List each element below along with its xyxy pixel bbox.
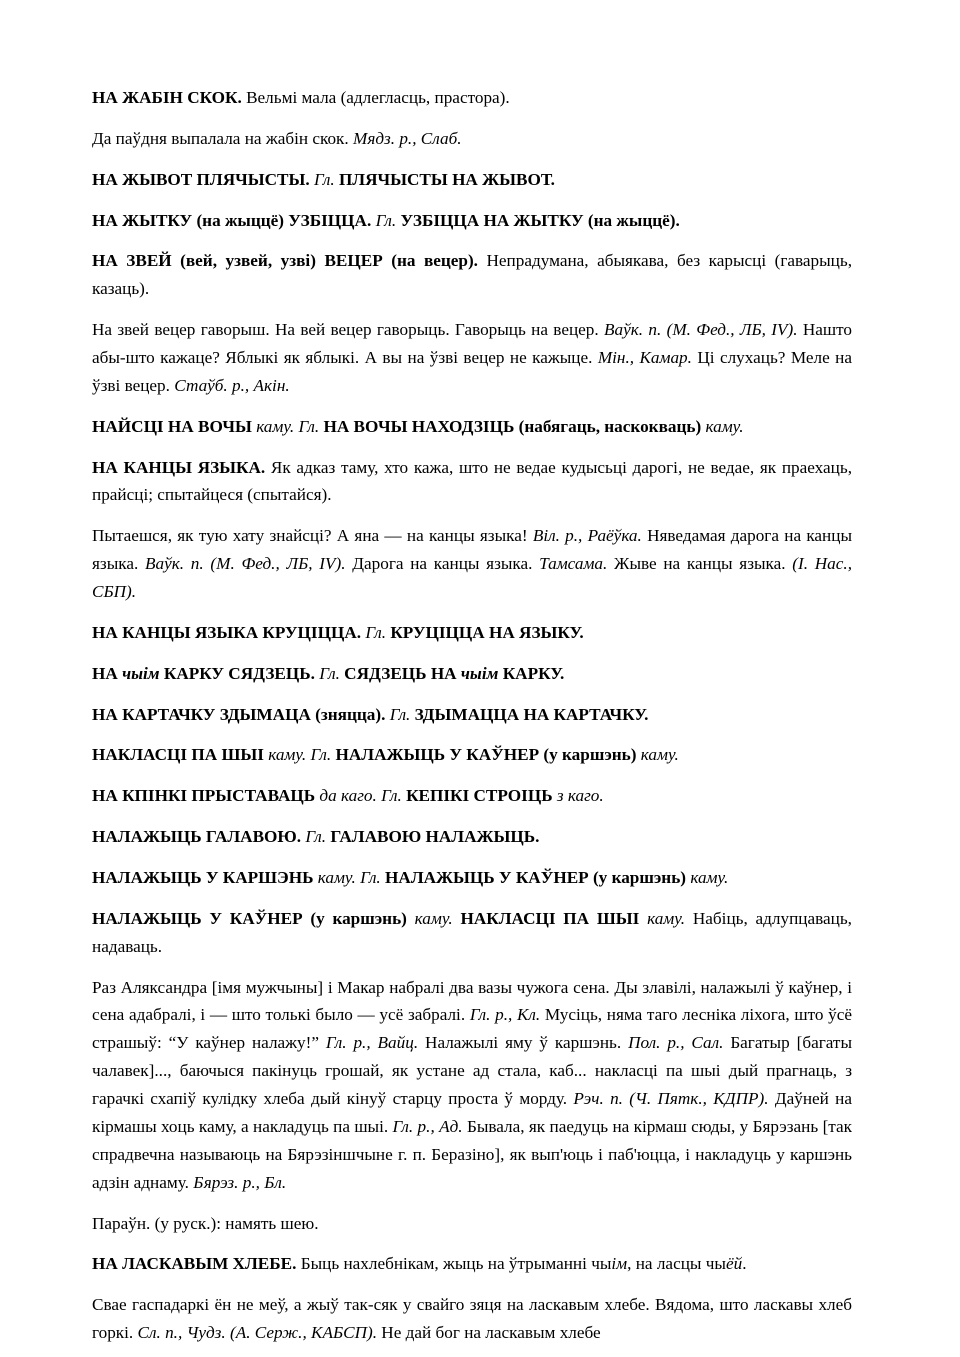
entry-headword: НА ЗВЕЙ (вей, узвей, узві) ВЕЦЕР (на вецер). (92, 251, 478, 271)
dictionary-entry (92, 207, 852, 235)
entry-headword: НА ЖАБІН СКОК. (92, 88, 242, 107)
entry-quotation (92, 125, 852, 153)
dictionary-entry (92, 619, 852, 647)
entry-headword-gloss: каму. (406, 908, 453, 928)
quotation-text: Налажылі яму ў каршэнь. (418, 1033, 629, 1053)
entry-gloss-chyim: чыім (591, 1254, 628, 1274)
quotation-text: Мусіць, няма таго лесніка ліхога, што ўсё страшыў: “У каўнер налажу!” (92, 1005, 852, 1053)
entry-definition: , на ласцы (627, 1254, 706, 1274)
quotation-text: Пытаешся, як тую хату знайсці? А яна — на канцы языка! (92, 526, 533, 546)
entry-quotation (92, 522, 852, 606)
cross-ref-marker: Гл. (309, 169, 335, 189)
comparison-note (92, 1210, 852, 1238)
quotation-source: Рэч. п. (Ч. Пятк., КДПР). (573, 1089, 769, 1109)
entry-gloss-chyyoy: чыёй (705, 1254, 743, 1274)
dictionary-entry (92, 84, 852, 112)
entry-headword: НА КПІНКІ ПРЫСТАВАЦЬ (92, 786, 316, 806)
dictionary-entry (92, 660, 852, 688)
entry-headword: НА КАНЦЫ ЯЗЫКА КРУЦІЦЦА. (92, 622, 362, 642)
entry-headword: НА КАНЦЫ ЯЗЫКА. (92, 457, 266, 477)
quotation-source: Гл. р., Вайц. (325, 1033, 419, 1053)
entry-headword: НА (92, 663, 123, 683)
quotation-source: Стаўб. р., Акін. (174, 375, 290, 395)
quotation-text: Да паўдня выпалала на жабін скок. (92, 128, 354, 148)
entry-headword-gloss: чыім (122, 663, 160, 683)
entry-headword-gloss: каму. (251, 416, 295, 436)
dictionary-entry (92, 905, 852, 961)
quotation-source: Ваўк. п. (М. Фед., ЛБ, IV). (145, 554, 346, 574)
entry-headword: НАЛАЖЫЦЬ У КАЎНЕР (у каршэнь) (92, 908, 407, 928)
dictionary-entry (92, 701, 852, 729)
dictionary-entry (92, 782, 852, 810)
quotation-text: Багатыр [багаты чалавек]..., баючыся пакінуць грошай, як устане ад стала, каб... накласці па шыі дый прагнаць, з гарачкі схапіў кулідку хлеба дый кінуў старцу проста ў морду. (92, 1033, 852, 1109)
cross-ref-target: НАЛАЖЫЦЬ У КАЎНЕР (у каршэнь) (331, 745, 637, 765)
quotation-source: (І. Нас., СБП). (92, 554, 852, 602)
entry-quotation (92, 974, 852, 1197)
entry-synonym-headword: НАКЛАСЦІ ПА ШЫІ (452, 908, 640, 928)
cross-ref-target: КАРКУ. (498, 663, 565, 683)
entry-definition: Непрадумана, абыякава, без карысці (гаварыць, казаць). (92, 251, 852, 299)
comparison-note-text: Параўн. (у руск.): намять шею. (92, 1213, 319, 1233)
dictionary-entry (92, 454, 852, 510)
cross-ref-target-gloss: каму. (686, 868, 729, 888)
cross-ref-target: ГАЛАВОЮ НАЛАЖЫЦЬ. (326, 827, 540, 847)
quotation-text: Ці слухаць? Меле на ўзві вецер. (92, 348, 852, 395)
cross-ref-target-gloss: чыім (460, 663, 499, 683)
quotation-source: Гл. р., Ад. (392, 1116, 463, 1136)
cross-ref-marker: Гл. (355, 868, 381, 888)
cross-ref-marker: Гл. (361, 622, 387, 642)
dictionary-entry (92, 166, 852, 194)
quotation-text: Не дай бог на ласкавым хлебе (377, 1323, 601, 1343)
quotation-source: Бярэз. р., Бл. (193, 1172, 287, 1192)
cross-ref-target: КРУЦІЦЦА НА ЯЗЫКУ. (386, 622, 584, 642)
entry-headword: НАЛАЖЫЦЬ ГАЛАВОЮ. (92, 827, 302, 847)
cross-ref-marker: Гл. (294, 416, 320, 436)
cross-ref-target: НАЛАЖЫЦЬ У КАЎНЕР (у каршэнь) (380, 868, 687, 888)
cross-ref-target: КЕПІКІ СТРОІЦЬ (401, 786, 553, 806)
entry-definition: Быць нахлебнікам, жыць на ўтрыманні (296, 1254, 592, 1274)
cross-ref-target: ЗДЫМАЦЦА НА КАРТАЧКУ. (410, 704, 649, 724)
entry-headword: НАЙСЦІ НА ВОЧЫ (92, 416, 252, 436)
quotation-text: Няведамая дарога на канцы языка. (92, 526, 853, 574)
quotation-source: Мядз. р., Слаб. (353, 128, 462, 148)
quotation-text: Раз Аляксандра [імя мужчыны] і Макар набралі два вазы чужога сена. Ды злавілі, налажылі ў каўнер, і сена адабралі, і — што толькі было — усё забралі. (92, 977, 852, 1025)
cross-ref-marker: Гл. (385, 704, 411, 724)
quotation-text: Нашто абы-што кажаце? Яблыкі як яблыкі. А вы на ўзві вецер не кажыце. (92, 320, 853, 368)
entry-headword: НА ЖЫВОТ ПЛЯЧЫСТЫ. (92, 169, 310, 189)
dictionary-entry (92, 1250, 852, 1278)
quotation-text: Дарога на канцы языка. (345, 554, 540, 574)
quotation-source: Мін., Камар. (597, 348, 692, 368)
cross-ref-marker: Гл. (301, 827, 327, 847)
entry-definition: Набіць, адлупцаваць, надаваць. (92, 908, 852, 956)
quotation-text: Даўней на кірмашы хоць каму, а накладуць па шыі. (92, 1089, 852, 1136)
entry-headword: НА ЖЫТКУ (на жыццё) УЗБІЦЦА. (92, 210, 372, 230)
cross-ref-target: УЗБІЦЦА НА ЖЫТКУ (на жыццё). (396, 210, 680, 230)
dictionary-entry (92, 823, 852, 851)
cross-ref-target: СЯДЗЕЦЬ НА (339, 663, 461, 683)
quotation-source: Ваўк. п. (М. Фед., ЛБ, IV). (604, 320, 798, 340)
quotation-text: Свае гаспадаркі ён не меў, а жыў так-сяк у свайго зяця на ласкавым хлебе. Вядома, што ласкавы хлеб горкі. (92, 1295, 852, 1343)
entry-headword-gloss: да каго. (315, 786, 377, 806)
cross-ref-target-gloss: каму. (636, 745, 679, 765)
entry-headword: НА ЛАСКАВЫМ ХЛЕБЕ. (92, 1254, 297, 1274)
quotation-text: Жыве на канцы языка. (607, 554, 793, 574)
entry-headword: КАРКУ СЯДЗЕЦЬ. (159, 663, 315, 683)
entry-headword: НАКЛАСЦІ ПА ШЫІ (92, 745, 264, 765)
quotation-source: Гл. р., Кл. (469, 1005, 541, 1025)
entry-headword-gloss: каму. (263, 745, 307, 765)
cross-ref-marker: Гл. (314, 663, 340, 683)
dictionary-entry (92, 864, 852, 892)
cross-ref-marker: Гл. (371, 210, 397, 230)
entry-definition: Як адказ таму, хто кажа, што не ведае кудысьці дарогі, не ведае, як праехаць, прайсці; спытайцеся (спытайся). (92, 457, 852, 505)
quotation-text: Бывала, як паедуць на кірмаш сюды, у Бярэзань [так спрадвечна называюць на Бярэзіншчыне г. п. Беразіно], як вып'юць і паб'юцца, і накладуць у каршэнь адзін аднаму. (92, 1116, 852, 1192)
entry-headword: НАЛАЖЫЦЬ У КАРШЭНЬ (92, 868, 314, 888)
quotation-source: Тамсама. (539, 554, 608, 574)
entry-quotation (92, 1291, 852, 1347)
cross-ref-target: ПЛЯЧЫСТЫ НА ЖЫВОТ. (334, 169, 555, 189)
quotation-source: Пол. р., Сал. (628, 1033, 724, 1053)
entry-quotation (92, 316, 852, 400)
cross-ref-target: НА ВОЧЫ НАХОДЗІЦЬ (набягаць, наскокваць) (319, 416, 702, 436)
cross-ref-marker: Гл. (376, 786, 402, 806)
dictionary-entry (92, 413, 852, 441)
quotation-source: Сл. п., Чудз. (А. Серж., КАБСП). (137, 1323, 377, 1343)
dictionary-entry (92, 741, 852, 769)
quotation-source: Віл. р., Раёўка. (532, 526, 642, 546)
cross-ref-target-gloss: каму. (701, 416, 744, 436)
dictionary-entry (92, 247, 852, 303)
entry-synonym-gloss: каму. (639, 908, 686, 928)
quotation-text: На звей вецер гаворыш. На вей вецер гаворыць. Гаворыць на вецер. (92, 320, 604, 340)
entry-headword-gloss: каму. (313, 868, 356, 888)
entry-definition: . (742, 1254, 747, 1274)
cross-ref-marker: Гл. (306, 745, 332, 765)
cross-ref-target-gloss: з каго. (552, 786, 604, 806)
entry-headword: НА КАРТАЧКУ ЗДЫМАЦА (зняцца). (92, 704, 386, 724)
entry-definition: Вельмі мала (адлегласць, прастора). (241, 88, 510, 107)
